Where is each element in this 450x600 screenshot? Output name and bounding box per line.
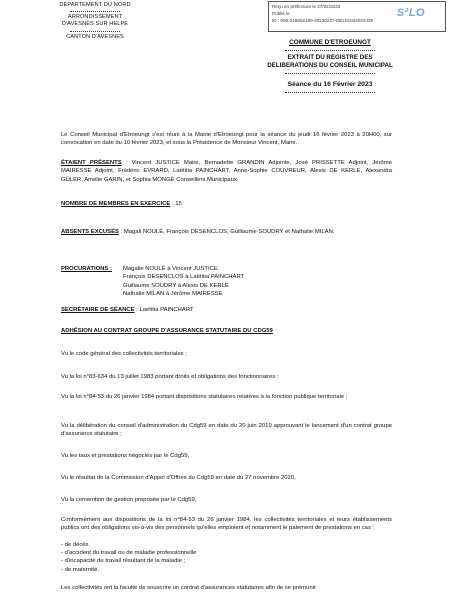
divider (285, 92, 375, 93)
list-item: - de décès (61, 542, 89, 548)
arrondissement-name-line: D'AVESNES SUR HELPE (61, 21, 129, 28)
department-line: DÉPARTEMENT DU NORD (59, 2, 131, 8)
members-label: NOMBRE DE MEMBRES EN EXERCICE (61, 201, 171, 207)
consideration-item: Vu les taux et prestations négociés par le Cdg59, (61, 453, 190, 459)
list-item: - d'incapacité de travail résultant de la maladie ; (61, 558, 186, 565)
consideration-item: Vu la délibération du conseil d'administration du Cdg59 en date du 20 juin 2019 approuvant le lancement d'un contrat groupe d'assurance statutaire ; (61, 423, 392, 438)
commune-header (220, 38, 440, 96)
prefecture-receipt-stamp (268, 1, 446, 32)
deliberation-subject: ADHÉSION AU CONTRAT GROUPE D'ASSURANCE STATUTAIRE DU CDG59 (61, 328, 273, 334)
consideration-item: Vu le résultat de la Commission d'Appel d'Offres du Cdg59 en date du 27 novembre 2020, (61, 475, 296, 481)
procurations-label: PROCURATIONS : (61, 266, 112, 272)
present-list: : Vincent JUSTICE Maire, Bernadette GRANDIN Adjointe, José PRISSETTE Adjoint, Jérôme MAIRESSE Adjoint, Frédéric EVRARD, Laëtitia PAINCHART, Anne-Sophie COUVREUR, Alexis DE KERLE, Alexandra GÜLER, Amélie GARIN, et Sophia MONGÉ Conseillers Municipaux. (61, 160, 392, 183)
list-item: - d'accident du travail ou de maladie professionnelle (61, 550, 197, 557)
intro-paragraph: Le Conseil Municipal d'Etroeungt s'est réuni à la Mairie d'Etroeungt pour la séance du jeudi 16 février 2023 à 20H00, sur convocation en date du 10 février 2023, et sous la Présidence de Monsieur Vincent, Maire. (61, 132, 392, 147)
present-label: ÉTAIENT PRÉSENTS (61, 160, 122, 166)
session-secretary (61, 306, 392, 314)
members-count: : 15 (170, 201, 182, 207)
extract-title-line2: DELIBERATIONS DU CONSEIL MUNICIPAL (267, 62, 393, 69)
list-item: - de maternité. (61, 566, 99, 573)
procurations-block (61, 265, 392, 298)
consideration-item: Vu le code général des collectivités territoriales ; (61, 351, 187, 357)
canton-line: CANTON D'AVESNES (66, 33, 124, 40)
procuration-item: Magalie NOULÉ à Vincent JUSTICE (123, 266, 218, 272)
members-in-office (61, 200, 392, 208)
secretary-name: : Laëtitia PAINCHART (134, 307, 194, 313)
arrondissement-line: ARRONDISSEMENT (67, 14, 123, 21)
secretary-label: SECRÉTAIRE DE SÉANCE (61, 307, 135, 313)
administrative-header (40, 2, 150, 41)
divider (70, 11, 120, 12)
divider (285, 50, 375, 51)
commune-name: COMMUNE D'ETROEUNGT (289, 39, 371, 46)
consideration-item: Vu la convention de gestion proposée par le Cdg59, (61, 497, 197, 503)
consideration-item: Vu la loi n°83-634 du 13 juillet 1983 portant droits et obligations des fonctionnaires ; (61, 374, 279, 380)
session-date: Séance du 16 Février 2023 (287, 81, 373, 88)
divider (70, 31, 120, 32)
procuration-item: Nathalie MILAN à Jérôme MAIRESSE (123, 290, 223, 297)
procuration-item: Guillaume SOUDRY à Alexis DE KERLE (123, 282, 229, 289)
divider (285, 73, 375, 74)
procuration-item: François DESENCLOS à Laëtitia PAINCHART (123, 274, 245, 281)
absents-label: ABSENTS EXCUSÉS (61, 229, 119, 235)
s2lo-logo: S²LO (396, 7, 425, 19)
stamp-received-line: Reçu en préfecture le 27/02/2023 (272, 4, 341, 9)
excused-absents (61, 228, 392, 236)
risk-cases-list (61, 541, 392, 574)
stamp-published-line: Publié le (272, 10, 290, 16)
present-members (61, 159, 392, 184)
extract-title-line1: EXTRAIT DU REGISTRE DES (287, 54, 373, 61)
stamp-id-line: ID : 059-215902180-20230227-DEL01022023-DE (272, 17, 374, 23)
absents-list: : Magali NOULÉ, François DESENCLOS, Guillaume SOUDRY et Nathalie MILAN. (118, 229, 335, 235)
closing-paragraph: Les collectivités ont la faculté de souscrire un contrat d'assurances statutaires afin de se prémunir (61, 585, 316, 591)
consideration-item: Vu la loi n°84-53 du 26 janvier 1984 portant dispositions statutaires relatives à la fonction publique territoriale ; (61, 394, 348, 400)
conformity-paragraph: Conformément aux dispositions de la loi n°84-53 du 26 janvier 1984, les collectivités territoriales et leurs établissements publics ont des obligations vis-à-vis des personnels qu'elles emploient et notamment le paiement de prestations en cas : (61, 517, 392, 532)
